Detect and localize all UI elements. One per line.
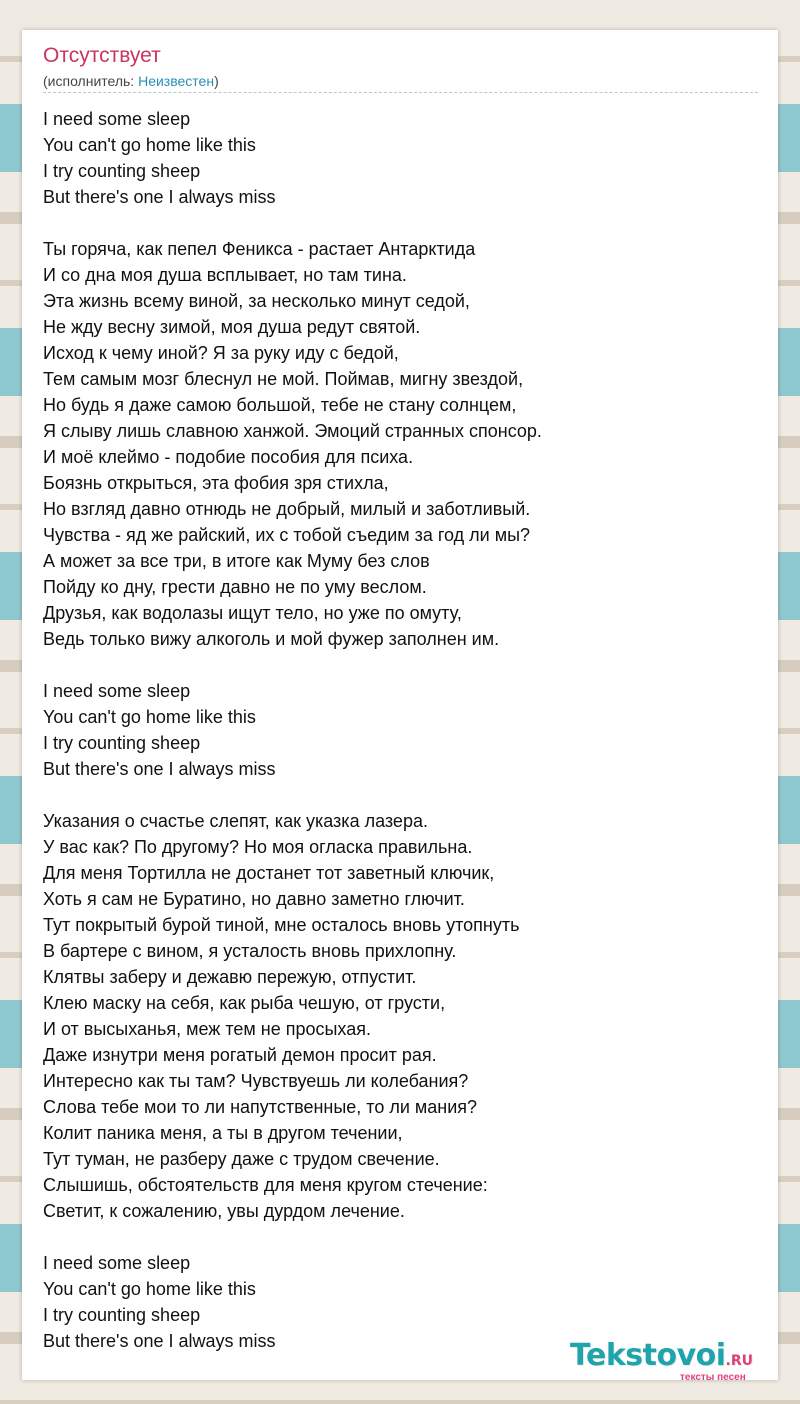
logo-tld: .RU — [725, 1353, 754, 1369]
artist-line — [43, 73, 219, 89]
title-divider — [43, 92, 758, 93]
lyric-line: But there's one I always miss — [43, 1331, 276, 1351]
lyric-line: I try counting sheep — [43, 1305, 201, 1325]
lyric-line: Ведь только вижу алкоголь и мой фужер заполнен им. — [43, 629, 500, 649]
artist-suffix: ) — [214, 73, 219, 89]
lyric-line: You can't go home like this — [43, 1279, 256, 1299]
lyric-line: Указания о счастье слепят, как указка лазера. — [43, 811, 428, 831]
artist-link[interactable]: Неизвестен — [138, 73, 215, 89]
artist-prefix: (исполнитель: — [43, 73, 139, 89]
lyric-line: Хоть я сам не Буратино, но давно заметно глючит. — [43, 889, 465, 909]
lyric-line: Интересно как ты там? Чувствуешь ли колебания? — [43, 1071, 469, 1091]
lyric-line: You can't go home like this — [43, 707, 256, 727]
lyrics-stanza — [43, 236, 758, 652]
lyric-line: Ты горяча, как пепел Феникса - растает Антарктида — [43, 239, 476, 259]
lyric-line: И со дна моя душа всплывает, но там тина. — [43, 265, 407, 285]
lyric-line: I need some sleep — [43, 681, 191, 701]
lyric-line: И моё клеймо - подобие пособия для психа. — [43, 447, 414, 467]
lyrics-body — [43, 106, 758, 1354]
lyric-line: Пойду ко дну, грести давно не по уму веслом. — [43, 577, 427, 597]
lyrics-stanza — [43, 106, 758, 210]
lyric-line: I need some sleep — [43, 109, 191, 129]
lyric-line: Для меня Тортилла не достанет тот заветный ключик, — [43, 863, 495, 883]
lyric-line: Исход к чему иной? Я за руку иду с бедой, — [43, 343, 399, 363]
lyric-line: But there's one I always miss — [43, 759, 276, 779]
lyric-line: Эта жизнь всему виной, за несколько минут седой, — [43, 291, 470, 311]
lyric-line: You can't go home like this — [43, 135, 256, 155]
lyrics-card — [22, 30, 778, 1383]
lyric-line: I need some sleep — [43, 1253, 191, 1273]
lyric-line: А может за все три, в итоге как Муму без слов — [43, 551, 430, 571]
lyric-line: Слова тебе мои то ли напутственные, то ли мания? — [43, 1097, 478, 1117]
lyric-line: В бартере с вином, я усталость вновь прихлопну. — [43, 941, 457, 961]
lyric-line: Светит, к сожалению, увы дурдом лечение. — [43, 1201, 405, 1221]
lyric-line: Колит паника меня, а ты в другом течении, — [43, 1123, 403, 1143]
lyric-line: Тут туман, не разберу даже с трудом свечение. — [43, 1149, 440, 1169]
lyric-line: But there's one I always miss — [43, 187, 276, 207]
lyrics-stanza — [43, 678, 758, 782]
lyric-line: Но будь я даже самою большой, тебе не стану солнцем, — [43, 395, 517, 415]
lyric-line: Тут покрытый бурой тиной, мне осталось вновь утопнуть — [43, 915, 520, 935]
lyric-line: I try counting sheep — [43, 733, 201, 753]
song-title: Отсутствует — [43, 44, 161, 67]
lyric-line: Друзья, как водолазы ищут тело, но уже по омуту, — [43, 603, 462, 623]
logo-tagline: тексты песен — [680, 1372, 746, 1383]
logo-wordmark — [570, 1338, 753, 1373]
lyric-line: И от высыханья, меж тем не просыхая. — [43, 1019, 371, 1039]
lyric-line: I try counting sheep — [43, 161, 201, 181]
site-logo[interactable] — [570, 1338, 770, 1382]
lyric-line: Клятвы заберу и дежавю пережую, отпустит. — [43, 967, 417, 987]
lyric-line: Тем самым мозг блеснул не мой. Поймав, мигну звездой, — [43, 369, 524, 389]
lyric-line: У вас как? По другому? Но моя огласка правильна. — [43, 837, 473, 857]
lyric-line: Не жду весну зимой, моя душа редут святой. — [43, 317, 421, 337]
lyric-line: Чувства - яд же райский, их с тобой съедим за год ли мы? — [43, 525, 531, 545]
lyric-line: Но взгляд давно отнюдь не добрый, милый и заботливый. — [43, 499, 531, 519]
logo-name: Tekstovoi — [570, 1338, 726, 1373]
lyric-line: Слышишь, обстоятельств для меня кругом стечение: — [43, 1175, 488, 1195]
lyric-line: Даже изнутри меня рогатый демон просит рая. — [43, 1045, 437, 1065]
lyric-line: Боязнь открыться, эта фобия зря стихла, — [43, 473, 389, 493]
lyrics-stanza — [43, 808, 758, 1224]
lyric-line: Я слыву лишь славною ханжой. Эмоций странных спонсор. — [43, 421, 542, 441]
lyric-line: Клею маску на себя, как рыба чешую, от грусти, — [43, 993, 446, 1013]
